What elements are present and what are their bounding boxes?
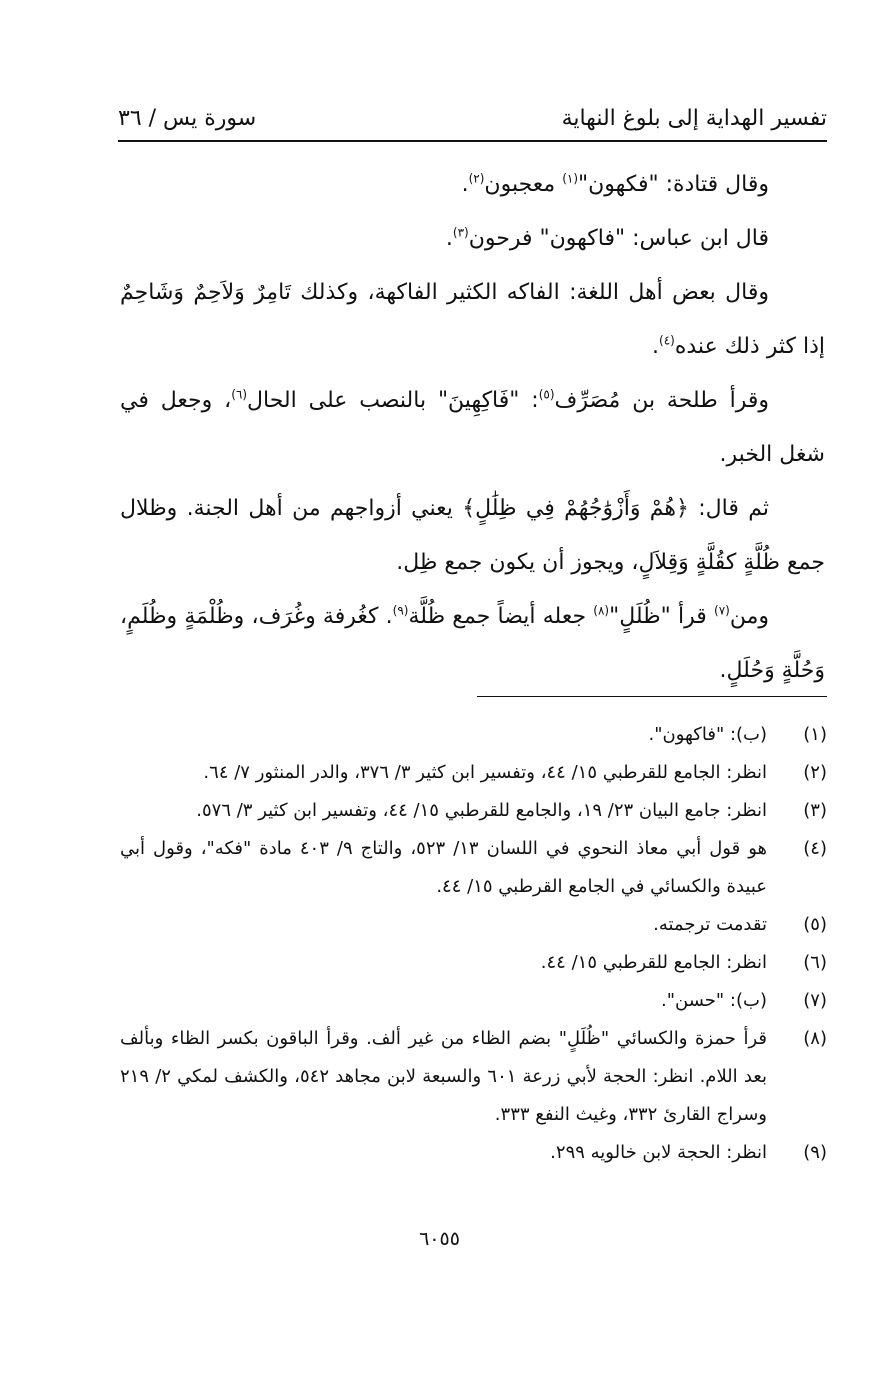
footnote-text: هو قول أبي معاذ النحوي في اللسان ١٣/ ٥٢٣، والتاج ٩/ ٤٠٣ مادة "فكه"، وقول أبي عبيدة والكسائي في الجامع القرطبي ١٥/ ٤٤. bbox=[120, 838, 767, 897]
footnote-text: تقدمت ترجمته. bbox=[653, 914, 767, 935]
footnote-number: (٩) bbox=[803, 1142, 827, 1163]
paragraph: ومن$^{(٧)}$ قرأ "ظُلَلٍ"$^{(٨)}$ جعله أيضاً جمع ظُلَّة$^{(٩)}$. كغُرفة وغُرَف، وظُلْمَةٍ وظُلَمٍ، وَحُلَّةٍ وَحُلَلٍ. bbox=[120, 603, 825, 683]
footnote-ref: (١) bbox=[562, 171, 579, 186]
paragraph: وقال بعض أهل اللغة: الفاكه الكثير الفاكهة، وكذلك تَامِرٌ وَلاَحِمٌ وَشَاحِمٌ إذا كثر ذلك عنده$^{(٤)}$. bbox=[120, 280, 825, 359]
footnote bbox=[120, 982, 827, 1020]
footnote bbox=[120, 944, 827, 982]
paragraph: وقال قتادة: "فكهون"$^{(١)}$ معجبون$^{(٢)}$. bbox=[461, 171, 769, 197]
footnote-text: انظر: جامع البيان ٢٣/ ١٩، والجامع للقرطبي ١٥/ ٤٤، وتفسير ابن كثير ٣/ ٥٧٦. bbox=[196, 800, 767, 821]
footnote-ref: (٧) bbox=[714, 603, 730, 618]
running-header bbox=[118, 96, 827, 140]
paragraph: وقرأ طلحة بن مُصَرِّف$^{(٥)}$: "فَاكِهِينَ" بالنصب على الحال$^{(٦)}$، وجعل في شغل الخبر. bbox=[120, 387, 825, 467]
footnote-ref: (٩) bbox=[392, 603, 409, 618]
footnote-number: (٦) bbox=[803, 952, 827, 973]
footnote bbox=[120, 1020, 827, 1134]
book-title: تفسير الهداية إلى بلوغ النهاية bbox=[561, 105, 827, 131]
footnote-text: (ب): "حسن". bbox=[661, 990, 767, 1011]
footnote-number: (٨) bbox=[803, 1028, 827, 1049]
footnote-ref: (٦) bbox=[231, 387, 248, 402]
footnote-text: (ب): "فاكهون". bbox=[648, 724, 767, 745]
footnote-text: قرأ حمزة والكسائي "ظُلَلٍ" بضم الظاء من غير ألف. وقرأ الباقون بكسر الظاء وبألف بعد اللام. انظر: الحجة لأبي زرعة ٦٠١ والسبعة لابن مجاهد ٥٤٢، والكشف لمكي ٢/ ٢١٩ وسراج القارئ ٣٣٢، وغيث النفع ٣٣٣. bbox=[120, 1028, 768, 1125]
footnote-ref: (٥) bbox=[538, 387, 555, 402]
footnote-number: (٢) bbox=[803, 762, 827, 783]
footnote bbox=[120, 906, 827, 944]
surah-label: سورة يس / ٣٦ bbox=[118, 105, 257, 131]
page-number: ٦٠٥٥ bbox=[419, 1228, 460, 1250]
footnote-number: (٧) bbox=[803, 990, 827, 1011]
footnote-text: انظر: الجامع للقرطبي ١٥/ ٤٤. bbox=[540, 952, 767, 973]
main-text bbox=[120, 158, 825, 698]
footnote-number: (٣) bbox=[803, 800, 827, 821]
quran-quote: ﴿هُمْ وَأَزْوَٰجُهُمْ فِي ظِلَٰلٍ﴾ bbox=[462, 496, 689, 521]
footnote-ref: (٣) bbox=[452, 225, 469, 240]
paragraph: قال ابن عباس: "فاكهون" فرحون$^{(٣)}$. bbox=[445, 225, 769, 251]
footnote bbox=[120, 830, 827, 906]
footnote bbox=[120, 792, 827, 830]
footnote-ref: (٢) bbox=[468, 171, 485, 186]
footnote-ref: (٨) bbox=[593, 603, 610, 618]
footnote bbox=[120, 1134, 827, 1172]
footnote-number: (٤) bbox=[803, 838, 827, 859]
footnote-number: (١) bbox=[803, 724, 827, 745]
footnote-text: انظر: الجامع للقرطبي ١٥/ ٤٤، وتفسير ابن كثير ٣/ ٣٧٦، والدر المنثور ٧/ ٦٤. bbox=[203, 762, 767, 783]
footnote-number: (٥) bbox=[803, 914, 827, 935]
header-rule bbox=[118, 140, 827, 142]
footnote bbox=[120, 716, 827, 754]
footnote-separator bbox=[477, 696, 827, 697]
footnotes bbox=[120, 716, 827, 1172]
footnote-text: انظر: الحجة لابن خالويه ٢٩٩. bbox=[550, 1142, 767, 1163]
footnote bbox=[120, 754, 827, 792]
footnote-ref: (٤) bbox=[659, 333, 675, 348]
paragraph: ثم قال: ﴿هُمْ وَأَزْوَٰجُهُمْ فِي ظِلَٰلٍ﴾ يعني أزواجهم من أهل الجنة. وظلال جمع ظُلَّةٍ كقُلَّةٍ وَقِلاَلٍ، ويجوز أن يكون جمع ظِل. bbox=[120, 496, 825, 575]
